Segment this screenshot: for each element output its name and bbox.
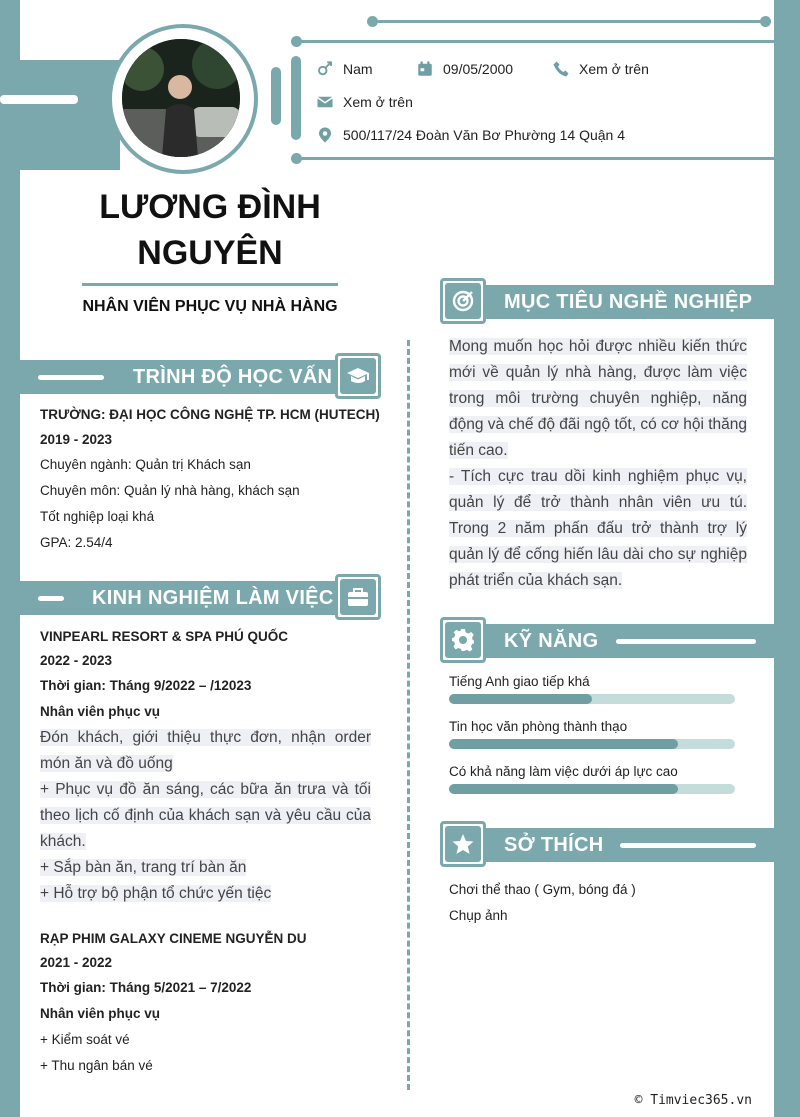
job-2-desc-line: + Thu ngân bán vé xyxy=(40,1058,153,1073)
name-line-1: LƯƠNG ĐÌNH xyxy=(99,188,321,226)
job-1-desc-line: + Sắp bàn ăn, trang trí bàn ăn xyxy=(40,859,247,876)
education-specialty: Chuyên môn: Quản lý nhà hàng, khách sạn xyxy=(40,483,300,498)
skill-label: Tiếng Anh giao tiếp khá xyxy=(449,674,590,689)
objective-paragraph: Mong muốn học hỏi được nhiều kiến thức mới về quản lý nhà hàng, được làm việc trong môi trường chuyên nghiệp, năng động và chế độ đãi ngộ tốt, có cơ hội thăng tiến cao. xyxy=(449,338,747,459)
job-2-role: Nhân viên phục vụ xyxy=(40,1006,161,1021)
experience-header xyxy=(20,581,360,615)
header-vbar xyxy=(291,56,301,140)
job-1-desc-line: Đón khách, giới thiệu thực đơn, nhận order món ăn và đồ uống xyxy=(40,729,371,772)
education-dash xyxy=(38,375,104,380)
skill-bar xyxy=(449,784,735,794)
objective-text xyxy=(449,334,747,594)
job-2-company: RẠP PHIM GALAXY CINEME NGUYỄN DU xyxy=(40,931,307,946)
education-school: TRƯỜNG: ĐẠI HỌC CÔNG NGHỆ TP. HCM (HUTECH) xyxy=(40,407,380,422)
footer-watermark: © Timviec365.vn xyxy=(634,1093,752,1108)
job-2-desc-line: + Kiểm soát vé xyxy=(40,1032,130,1047)
calendar-icon xyxy=(416,60,434,78)
job-1-desc-line: + Phục vụ đồ ăn sáng, các bữa ăn trưa và tối theo lịch cố định của khách sạn và yêu cầu của khách. xyxy=(40,781,371,850)
full-name xyxy=(60,184,360,276)
experience-icon-box xyxy=(335,574,381,620)
email-text: Xem ở trên xyxy=(343,94,413,110)
education-icon-box xyxy=(335,353,381,399)
skill-label: Có khả năng làm việc dưới áp lực cao xyxy=(449,764,678,779)
header-dot xyxy=(291,153,302,164)
hobbies-dash xyxy=(620,843,756,848)
birthday-text: 09/05/2000 xyxy=(443,61,514,77)
education-grade: Tốt nghiệp loại khá xyxy=(40,509,155,524)
skills-title: KỸ NĂNG xyxy=(504,629,599,652)
name-line-2: NGUYÊN xyxy=(137,234,283,272)
education-gpa: GPA: 2.54/4 xyxy=(40,535,113,550)
header-line-upper xyxy=(296,40,774,43)
job-2-period: Thời gian: Tháng 5/2021 – 7/2022 xyxy=(40,980,252,995)
education-years: 2019 - 2023 xyxy=(40,432,113,447)
header-dot xyxy=(760,16,771,27)
objective-title: MỤC TIÊU NGHỀ NGHIỆP xyxy=(504,290,753,313)
graduation-cap-icon xyxy=(346,364,370,388)
hobbies-icon-box xyxy=(440,821,486,867)
contact-birthday xyxy=(416,60,513,78)
job-1-period: Thời gian: Tháng 9/2022 – /12023 xyxy=(40,678,252,693)
gender-icon xyxy=(316,60,334,78)
education-title: TRÌNH ĐỘ HỌC VẤN xyxy=(133,365,333,388)
skills-dash xyxy=(616,639,756,644)
education-major: Chuyên ngành: Quản trị Khách sạn xyxy=(40,457,251,472)
gear-icon xyxy=(451,628,475,652)
mail-icon xyxy=(316,93,334,111)
objective-paragraph: - Tích cực trau dồi kinh nghiệm phục vụ, quản lý để trở thành nhân viên ưu tú. Trong 2 năm phấn đấu trở thành trợ lý quản lý để cống hiến lâu dài cho sự nghiệp phát triển của khách sạn. xyxy=(449,468,747,589)
header-band xyxy=(0,60,120,170)
job-1-desc-line: + Hỗ trợ bộ phận tổ chức yến tiệc xyxy=(40,885,272,902)
phone-text: Xem ở trên xyxy=(579,61,649,77)
header-dot xyxy=(291,36,302,47)
objective-header xyxy=(462,285,774,319)
star-icon xyxy=(451,832,475,856)
job-1-description xyxy=(40,725,371,907)
header-dash xyxy=(0,95,78,104)
job-1-years: 2022 - 2023 xyxy=(40,653,113,668)
skill-bar-fill xyxy=(449,694,592,704)
job-title: NHÂN VIÊN PHỤC VỤ NHÀ HÀNG xyxy=(82,298,338,315)
contact-phone xyxy=(552,60,649,78)
skill-bar xyxy=(449,739,735,749)
job-1-company: VINPEARL RESORT & SPA PHÚ QUỐC xyxy=(40,629,289,644)
hobbies-header xyxy=(462,828,774,862)
hobby-item: Chụp ảnh xyxy=(449,908,508,923)
experience-title: KINH NGHIỆM LÀM VIỆC xyxy=(92,586,334,609)
education-header xyxy=(20,360,360,394)
job-1-role: Nhân viên phục vụ xyxy=(40,704,161,719)
briefcase-icon xyxy=(346,585,370,609)
experience-dash xyxy=(38,596,64,601)
avatar xyxy=(122,39,240,157)
skills-icon-box xyxy=(440,617,486,663)
skill-bar-fill xyxy=(449,739,678,749)
header-line-top xyxy=(372,20,764,23)
name-rule xyxy=(82,283,338,286)
contact-address xyxy=(316,126,625,144)
location-pin-icon xyxy=(316,126,334,144)
contact-gender xyxy=(316,60,373,78)
hobby-item: Chơi thể thao ( Gym, bóng đá ) xyxy=(449,882,636,897)
header-line-lower xyxy=(296,157,774,160)
header-dot xyxy=(367,16,378,27)
job-2-years: 2021 - 2022 xyxy=(40,955,113,970)
skills-header xyxy=(462,624,774,658)
contact-email xyxy=(316,93,413,111)
target-icon xyxy=(451,289,475,313)
skill-label: Tin học văn phòng thành thạo xyxy=(449,719,628,734)
gender-text: Nam xyxy=(343,61,373,77)
skill-bar xyxy=(449,694,735,704)
address-text: 500/117/24 Đoàn Văn Bơ Phường 14 Quận 4 xyxy=(343,127,626,143)
column-divider xyxy=(407,340,410,1090)
phone-icon xyxy=(552,60,570,78)
header-vbar xyxy=(271,67,281,125)
skill-bar-fill xyxy=(449,784,678,794)
objective-icon-box xyxy=(440,278,486,324)
hobbies-title: SỞ THÍCH xyxy=(504,833,604,856)
